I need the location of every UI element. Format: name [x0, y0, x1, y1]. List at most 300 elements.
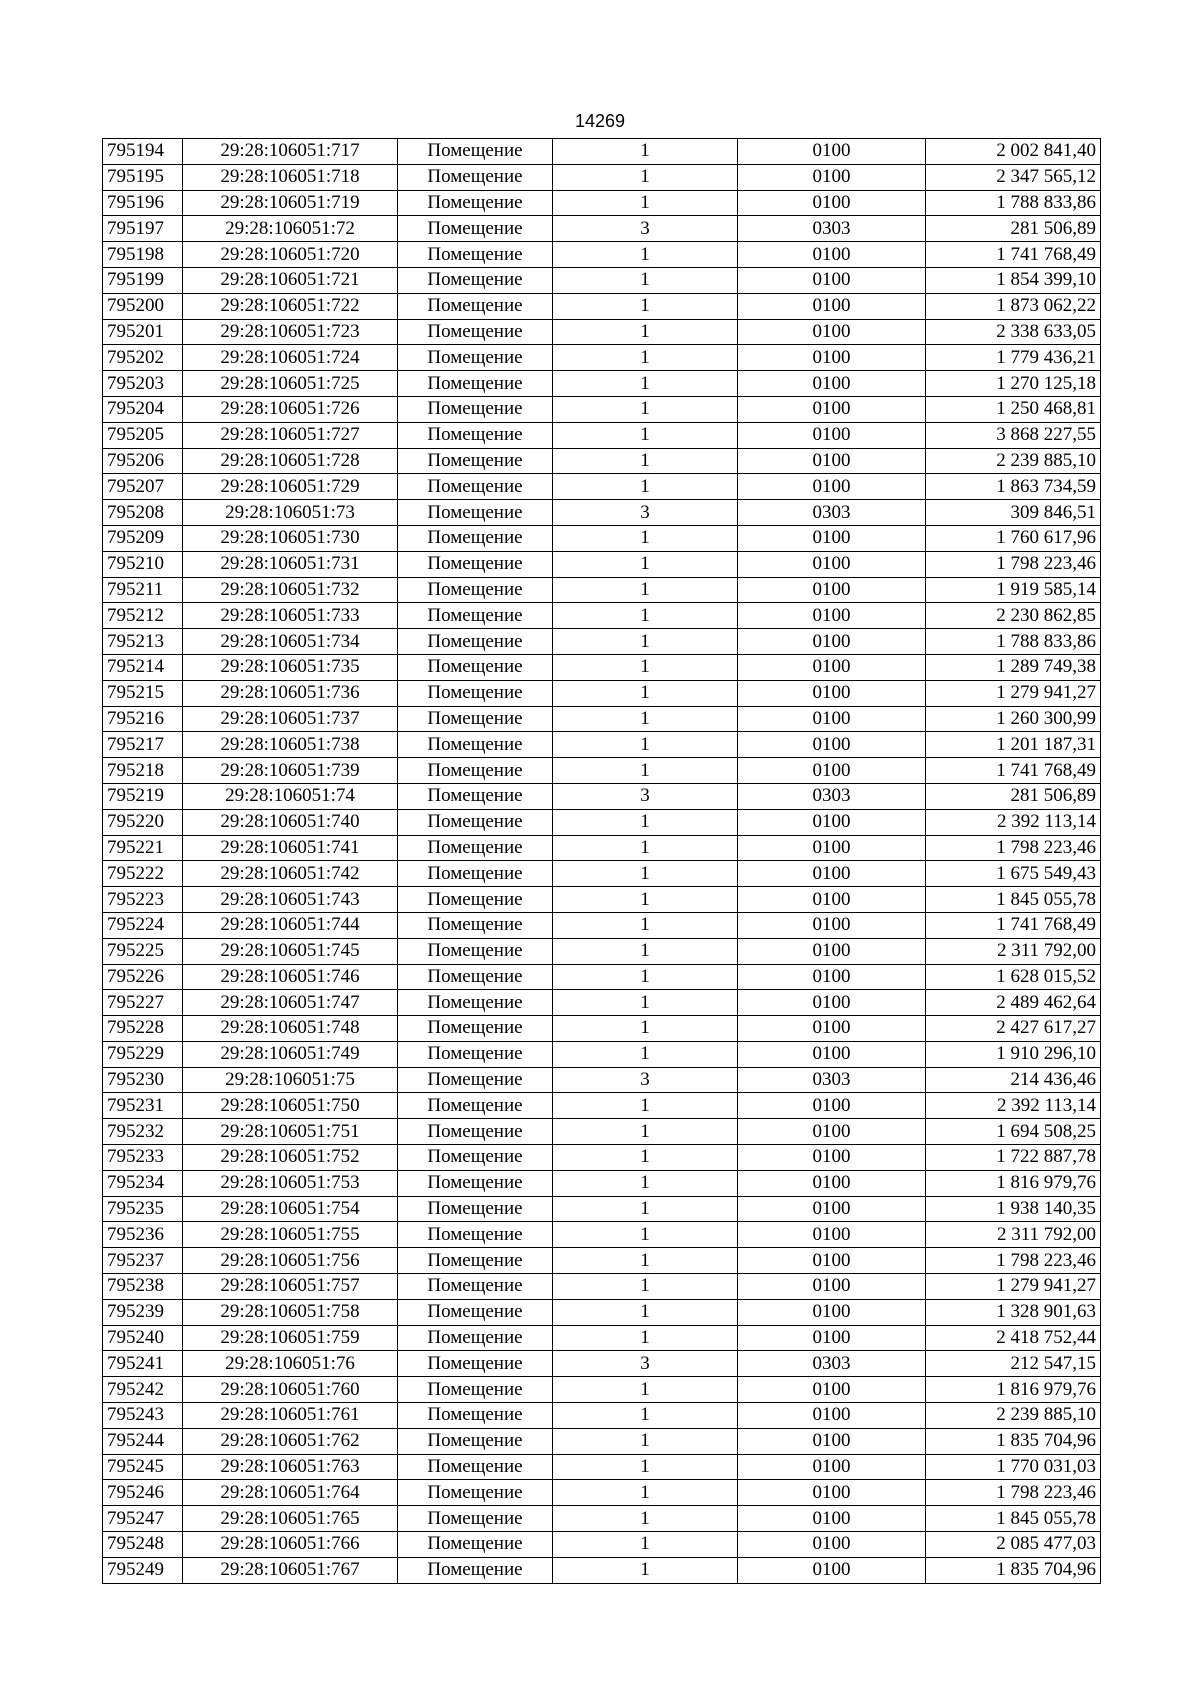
table-row [103, 448, 1101, 474]
type-code-cell: 1 [553, 758, 738, 784]
row-number-cell: 795235 [103, 1196, 183, 1222]
object-type-cell: Помещение [398, 1016, 553, 1042]
row-number-cell: 795243 [103, 1403, 183, 1429]
object-type-cell: Помещение [398, 680, 553, 706]
table-row [103, 319, 1101, 345]
row-number-cell: 795234 [103, 1170, 183, 1196]
type-code-cell: 1 [553, 1222, 738, 1248]
cadastral-value-cell: 214 436,46 [926, 1067, 1101, 1093]
group-code-cell: 0100 [738, 1557, 926, 1583]
type-code-cell: 1 [553, 1299, 738, 1325]
row-number-cell: 795203 [103, 371, 183, 397]
cadastral-number-cell: 29:28:106051:731 [183, 551, 398, 577]
type-code-cell: 1 [553, 1248, 738, 1274]
table-row [103, 1351, 1101, 1377]
group-code-cell: 0100 [738, 396, 926, 422]
row-number-cell: 795226 [103, 964, 183, 990]
cadastral-value-cell: 1 675 549,43 [926, 861, 1101, 887]
type-code-cell: 3 [553, 1351, 738, 1377]
cadastral-number-cell: 29:28:106051:758 [183, 1299, 398, 1325]
type-code-cell: 1 [553, 938, 738, 964]
object-type-cell: Помещение [398, 835, 553, 861]
cadastral-number-cell: 29:28:106051:737 [183, 706, 398, 732]
row-number-cell: 795221 [103, 835, 183, 861]
group-code-cell: 0100 [738, 1119, 926, 1145]
table-row [103, 1248, 1101, 1274]
object-type-cell: Помещение [398, 912, 553, 938]
cadastral-value-cell: 1 270 125,18 [926, 371, 1101, 397]
object-type-cell: Помещение [398, 216, 553, 242]
object-type-cell: Помещение [398, 525, 553, 551]
group-code-cell: 0100 [738, 577, 926, 603]
cadastral-value-cell: 2 239 885,10 [926, 1403, 1101, 1429]
cadastral-value-table [102, 138, 1101, 1584]
cadastral-value-cell: 1 722 887,78 [926, 1145, 1101, 1171]
type-code-cell: 1 [553, 887, 738, 913]
row-number-cell: 795247 [103, 1506, 183, 1532]
group-code-cell: 0303 [738, 500, 926, 526]
cadastral-value-cell: 2 002 841,40 [926, 139, 1101, 165]
cadastral-value-cell: 1 328 901,63 [926, 1299, 1101, 1325]
type-code-cell: 1 [553, 861, 738, 887]
table-row [103, 964, 1101, 990]
group-code-cell: 0100 [738, 139, 926, 165]
table-row [103, 216, 1101, 242]
row-number-cell: 795216 [103, 706, 183, 732]
group-code-cell: 0100 [738, 1506, 926, 1532]
cadastral-value-cell: 2 392 113,14 [926, 809, 1101, 835]
type-code-cell: 3 [553, 216, 738, 242]
group-code-cell: 0100 [738, 680, 926, 706]
cadastral-value-cell: 1 910 296,10 [926, 1041, 1101, 1067]
row-number-cell: 795240 [103, 1325, 183, 1351]
row-number-cell: 795194 [103, 139, 183, 165]
row-number-cell: 795210 [103, 551, 183, 577]
cadastral-value-cell: 2 489 462,64 [926, 990, 1101, 1016]
object-type-cell: Помещение [398, 938, 553, 964]
group-code-cell: 0100 [738, 267, 926, 293]
row-number-cell: 795229 [103, 1041, 183, 1067]
row-number-cell: 795248 [103, 1532, 183, 1558]
cadastral-number-cell: 29:28:106051:726 [183, 396, 398, 422]
object-type-cell: Помещение [398, 1196, 553, 1222]
object-type-cell: Помещение [398, 1093, 553, 1119]
cadastral-number-cell: 29:28:106051:761 [183, 1403, 398, 1429]
cadastral-number-cell: 29:28:106051:734 [183, 629, 398, 655]
cadastral-number-cell: 29:28:106051:76 [183, 1351, 398, 1377]
cadastral-value-cell: 2 427 617,27 [926, 1016, 1101, 1042]
object-type-cell: Помещение [398, 500, 553, 526]
row-number-cell: 795245 [103, 1454, 183, 1480]
type-code-cell: 1 [553, 1119, 738, 1145]
group-code-cell: 0100 [738, 732, 926, 758]
group-code-cell: 0100 [738, 345, 926, 371]
type-code-cell: 1 [553, 319, 738, 345]
table-row [103, 1274, 1101, 1300]
object-type-cell: Помещение [398, 448, 553, 474]
table-row [103, 603, 1101, 629]
cadastral-value-cell: 1 741 768,49 [926, 912, 1101, 938]
cadastral-value-cell: 1 845 055,78 [926, 887, 1101, 913]
cadastral-value-cell: 1 835 704,96 [926, 1557, 1101, 1583]
cadastral-number-cell: 29:28:106051:733 [183, 603, 398, 629]
table-row [103, 1480, 1101, 1506]
cadastral-number-cell: 29:28:106051:762 [183, 1428, 398, 1454]
object-type-cell: Помещение [398, 1299, 553, 1325]
type-code-cell: 1 [553, 1093, 738, 1119]
group-code-cell: 0100 [738, 1480, 926, 1506]
group-code-cell: 0100 [738, 990, 926, 1016]
row-number-cell: 795231 [103, 1093, 183, 1119]
cadastral-value-cell: 1 919 585,14 [926, 577, 1101, 603]
cadastral-number-cell: 29:28:106051:745 [183, 938, 398, 964]
row-number-cell: 795241 [103, 1351, 183, 1377]
cadastral-number-cell: 29:28:106051:766 [183, 1532, 398, 1558]
object-type-cell: Помещение [398, 242, 553, 268]
type-code-cell: 1 [553, 835, 738, 861]
cadastral-value-cell: 1 741 768,49 [926, 242, 1101, 268]
type-code-cell: 1 [553, 345, 738, 371]
type-code-cell: 1 [553, 577, 738, 603]
table-row [103, 629, 1101, 655]
group-code-cell: 0100 [738, 293, 926, 319]
type-code-cell: 1 [553, 1016, 738, 1042]
type-code-cell: 1 [553, 139, 738, 165]
cadastral-number-cell: 29:28:106051:757 [183, 1274, 398, 1300]
row-number-cell: 795244 [103, 1428, 183, 1454]
object-type-cell: Помещение [398, 1119, 553, 1145]
row-number-cell: 795222 [103, 861, 183, 887]
row-number-cell: 795212 [103, 603, 183, 629]
cadastral-number-cell: 29:28:106051:755 [183, 1222, 398, 1248]
object-type-cell: Помещение [398, 1506, 553, 1532]
type-code-cell: 1 [553, 242, 738, 268]
table-row [103, 1222, 1101, 1248]
row-number-cell: 795230 [103, 1067, 183, 1093]
row-number-cell: 795217 [103, 732, 183, 758]
row-number-cell: 795249 [103, 1557, 183, 1583]
table-row [103, 1170, 1101, 1196]
row-number-cell: 795200 [103, 293, 183, 319]
cadastral-value-cell: 2 230 862,85 [926, 603, 1101, 629]
group-code-cell: 0100 [738, 1145, 926, 1171]
table-row [103, 1093, 1101, 1119]
type-code-cell: 1 [553, 629, 738, 655]
cadastral-value-cell: 1 798 223,46 [926, 551, 1101, 577]
row-number-cell: 795238 [103, 1274, 183, 1300]
cadastral-value-cell: 1 289 749,38 [926, 654, 1101, 680]
type-code-cell: 1 [553, 706, 738, 732]
row-number-cell: 795219 [103, 783, 183, 809]
cadastral-number-cell: 29:28:106051:725 [183, 371, 398, 397]
cadastral-number-cell: 29:28:106051:732 [183, 577, 398, 603]
table-row [103, 809, 1101, 835]
cadastral-value-cell: 2 311 792,00 [926, 1222, 1101, 1248]
cadastral-value-cell: 1 760 617,96 [926, 525, 1101, 551]
group-code-cell: 0100 [738, 422, 926, 448]
table-row [103, 861, 1101, 887]
group-code-cell: 0100 [738, 242, 926, 268]
row-number-cell: 795224 [103, 912, 183, 938]
row-number-cell: 795208 [103, 500, 183, 526]
group-code-cell: 0100 [738, 1041, 926, 1067]
group-code-cell: 0100 [738, 1299, 926, 1325]
table-row [103, 706, 1101, 732]
group-code-cell: 0303 [738, 1067, 926, 1093]
cadastral-number-cell: 29:28:106051:756 [183, 1248, 398, 1274]
cadastral-value-cell: 1 835 704,96 [926, 1428, 1101, 1454]
cadastral-number-cell: 29:28:106051:730 [183, 525, 398, 551]
group-code-cell: 0100 [738, 551, 926, 577]
table-row [103, 525, 1101, 551]
object-type-cell: Помещение [398, 861, 553, 887]
table-row [103, 1377, 1101, 1403]
table-row [103, 835, 1101, 861]
cadastral-number-cell: 29:28:106051:749 [183, 1041, 398, 1067]
table-row [103, 654, 1101, 680]
cadastral-value-cell: 1 798 223,46 [926, 835, 1101, 861]
type-code-cell: 1 [553, 680, 738, 706]
type-code-cell: 1 [553, 1377, 738, 1403]
cadastral-number-cell: 29:28:106051:748 [183, 1016, 398, 1042]
row-number-cell: 795204 [103, 396, 183, 422]
group-code-cell: 0100 [738, 887, 926, 913]
cadastral-number-cell: 29:28:106051:744 [183, 912, 398, 938]
object-type-cell: Помещение [398, 1351, 553, 1377]
cadastral-number-cell: 29:28:106051:727 [183, 422, 398, 448]
table-row [103, 1454, 1101, 1480]
group-code-cell: 0100 [738, 319, 926, 345]
cadastral-value-cell: 1 741 768,49 [926, 758, 1101, 784]
cadastral-value-cell: 1 694 508,25 [926, 1119, 1101, 1145]
type-code-cell: 1 [553, 293, 738, 319]
cadastral-number-cell: 29:28:106051:743 [183, 887, 398, 913]
row-number-cell: 795239 [103, 1299, 183, 1325]
table-row [103, 500, 1101, 526]
table-row [103, 1196, 1101, 1222]
group-code-cell: 0100 [738, 809, 926, 835]
row-number-cell: 795225 [103, 938, 183, 964]
cadastral-number-cell: 29:28:106051:720 [183, 242, 398, 268]
table-row [103, 758, 1101, 784]
type-code-cell: 1 [553, 551, 738, 577]
cadastral-number-cell: 29:28:106051:736 [183, 680, 398, 706]
row-number-cell: 795215 [103, 680, 183, 706]
cadastral-value-cell: 1 201 187,31 [926, 732, 1101, 758]
cadastral-value-cell: 1 279 941,27 [926, 680, 1101, 706]
type-code-cell: 1 [553, 1170, 738, 1196]
group-code-cell: 0303 [738, 216, 926, 242]
object-type-cell: Помещение [398, 1403, 553, 1429]
object-type-cell: Помещение [398, 1377, 553, 1403]
cadastral-value-cell: 1 260 300,99 [926, 706, 1101, 732]
row-number-cell: 795236 [103, 1222, 183, 1248]
row-number-cell: 795196 [103, 190, 183, 216]
table-row [103, 912, 1101, 938]
cadastral-value-cell: 3 868 227,55 [926, 422, 1101, 448]
cadastral-value-cell: 1 250 468,81 [926, 396, 1101, 422]
table-row [103, 1506, 1101, 1532]
cadastral-number-cell: 29:28:106051:740 [183, 809, 398, 835]
object-type-cell: Помещение [398, 1248, 553, 1274]
cadastral-number-cell: 29:28:106051:723 [183, 319, 398, 345]
type-code-cell: 1 [553, 371, 738, 397]
row-number-cell: 795199 [103, 267, 183, 293]
object-type-cell: Помещение [398, 371, 553, 397]
row-number-cell: 795232 [103, 1119, 183, 1145]
group-code-cell: 0100 [738, 654, 926, 680]
cadastral-number-cell: 29:28:106051:751 [183, 1119, 398, 1145]
row-number-cell: 795233 [103, 1145, 183, 1171]
object-type-cell: Помещение [398, 139, 553, 165]
cadastral-value-cell: 2 392 113,14 [926, 1093, 1101, 1119]
cadastral-number-cell: 29:28:106051:75 [183, 1067, 398, 1093]
table-row [103, 293, 1101, 319]
group-code-cell: 0100 [738, 164, 926, 190]
object-type-cell: Помещение [398, 1041, 553, 1067]
cadastral-number-cell: 29:28:106051:72 [183, 216, 398, 242]
type-code-cell: 1 [553, 422, 738, 448]
table-row [103, 139, 1101, 165]
table-body [103, 139, 1101, 1584]
group-code-cell: 0100 [738, 912, 926, 938]
cadastral-value-cell: 2 347 565,12 [926, 164, 1101, 190]
object-type-cell: Помещение [398, 190, 553, 216]
cadastral-value-cell: 1 863 734,59 [926, 474, 1101, 500]
group-code-cell: 0100 [738, 1170, 926, 1196]
type-code-cell: 1 [553, 603, 738, 629]
cadastral-value-cell: 309 846,51 [926, 500, 1101, 526]
table-row [103, 1041, 1101, 1067]
object-type-cell: Помещение [398, 1145, 553, 1171]
object-type-cell: Помещение [398, 603, 553, 629]
table-row [103, 680, 1101, 706]
table-row [103, 1016, 1101, 1042]
object-type-cell: Помещение [398, 474, 553, 500]
cadastral-number-cell: 29:28:106051:739 [183, 758, 398, 784]
row-number-cell: 795195 [103, 164, 183, 190]
table-row [103, 1532, 1101, 1558]
cadastral-number-cell: 29:28:106051:750 [183, 1093, 398, 1119]
table-row [103, 783, 1101, 809]
cadastral-value-cell: 1 816 979,76 [926, 1170, 1101, 1196]
object-type-cell: Помещение [398, 577, 553, 603]
cadastral-number-cell: 29:28:106051:74 [183, 783, 398, 809]
object-type-cell: Помещение [398, 1480, 553, 1506]
cadastral-number-cell: 29:28:106051:763 [183, 1454, 398, 1480]
table-row [103, 1325, 1101, 1351]
type-code-cell: 3 [553, 500, 738, 526]
cadastral-number-cell: 29:28:106051:717 [183, 139, 398, 165]
cadastral-number-cell: 29:28:106051:719 [183, 190, 398, 216]
group-code-cell: 0100 [738, 1377, 926, 1403]
row-number-cell: 795197 [103, 216, 183, 242]
type-code-cell: 1 [553, 190, 738, 216]
cadastral-value-cell: 2 239 885,10 [926, 448, 1101, 474]
group-code-cell: 0303 [738, 1351, 926, 1377]
object-type-cell: Помещение [398, 629, 553, 655]
object-type-cell: Помещение [398, 706, 553, 732]
type-code-cell: 1 [553, 396, 738, 422]
table-row [103, 371, 1101, 397]
cadastral-value-cell: 2 311 792,00 [926, 938, 1101, 964]
group-code-cell: 0100 [738, 1325, 926, 1351]
table-row [103, 1428, 1101, 1454]
cadastral-number-cell: 29:28:106051:754 [183, 1196, 398, 1222]
table-row [103, 1557, 1101, 1583]
row-number-cell: 795228 [103, 1016, 183, 1042]
type-code-cell: 1 [553, 1274, 738, 1300]
type-code-cell: 1 [553, 964, 738, 990]
table-row [103, 1067, 1101, 1093]
group-code-cell: 0100 [738, 938, 926, 964]
cadastral-number-cell: 29:28:106051:735 [183, 654, 398, 680]
table-row [103, 1299, 1101, 1325]
object-type-cell: Помещение [398, 1067, 553, 1093]
type-code-cell: 1 [553, 732, 738, 758]
type-code-cell: 1 [553, 164, 738, 190]
group-code-cell: 0100 [738, 603, 926, 629]
cadastral-number-cell: 29:28:106051:722 [183, 293, 398, 319]
group-code-cell: 0100 [738, 474, 926, 500]
cadastral-value-cell: 1 628 015,52 [926, 964, 1101, 990]
type-code-cell: 1 [553, 448, 738, 474]
cadastral-number-cell: 29:28:106051:753 [183, 1170, 398, 1196]
row-number-cell: 795201 [103, 319, 183, 345]
object-type-cell: Помещение [398, 783, 553, 809]
cadastral-value-cell: 2 338 633,05 [926, 319, 1101, 345]
cadastral-number-cell: 29:28:106051:746 [183, 964, 398, 990]
table-row [103, 732, 1101, 758]
object-type-cell: Помещение [398, 732, 553, 758]
cadastral-number-cell: 29:28:106051:764 [183, 1480, 398, 1506]
object-type-cell: Помещение [398, 1454, 553, 1480]
row-number-cell: 795223 [103, 887, 183, 913]
group-code-cell: 0100 [738, 1248, 926, 1274]
object-type-cell: Помещение [398, 1557, 553, 1583]
type-code-cell: 1 [553, 1532, 738, 1558]
cadastral-value-cell: 1 279 941,27 [926, 1274, 1101, 1300]
group-code-cell: 0100 [738, 1428, 926, 1454]
group-code-cell: 0100 [738, 1016, 926, 1042]
type-code-cell: 1 [553, 1454, 738, 1480]
group-code-cell: 0100 [738, 758, 926, 784]
object-type-cell: Помещение [398, 654, 553, 680]
row-number-cell: 795211 [103, 577, 183, 603]
row-number-cell: 795207 [103, 474, 183, 500]
object-type-cell: Помещение [398, 293, 553, 319]
object-type-cell: Помещение [398, 345, 553, 371]
cadastral-number-cell: 29:28:106051:721 [183, 267, 398, 293]
cadastral-number-cell: 29:28:106051:759 [183, 1325, 398, 1351]
cadastral-value-cell: 2 085 477,03 [926, 1532, 1101, 1558]
type-code-cell: 1 [553, 990, 738, 1016]
object-type-cell: Помещение [398, 1532, 553, 1558]
type-code-cell: 1 [553, 1325, 738, 1351]
group-code-cell: 0100 [738, 1196, 926, 1222]
cadastral-number-cell: 29:28:106051:765 [183, 1506, 398, 1532]
object-type-cell: Помещение [398, 964, 553, 990]
table-row [103, 242, 1101, 268]
cadastral-number-cell: 29:28:106051:747 [183, 990, 398, 1016]
cadastral-value-cell: 1 779 436,21 [926, 345, 1101, 371]
row-number-cell: 795220 [103, 809, 183, 835]
group-code-cell: 0100 [738, 706, 926, 732]
group-code-cell: 0100 [738, 964, 926, 990]
type-code-cell: 1 [553, 1041, 738, 1067]
cadastral-number-cell: 29:28:106051:741 [183, 835, 398, 861]
cadastral-value-cell: 2 418 752,44 [926, 1325, 1101, 1351]
